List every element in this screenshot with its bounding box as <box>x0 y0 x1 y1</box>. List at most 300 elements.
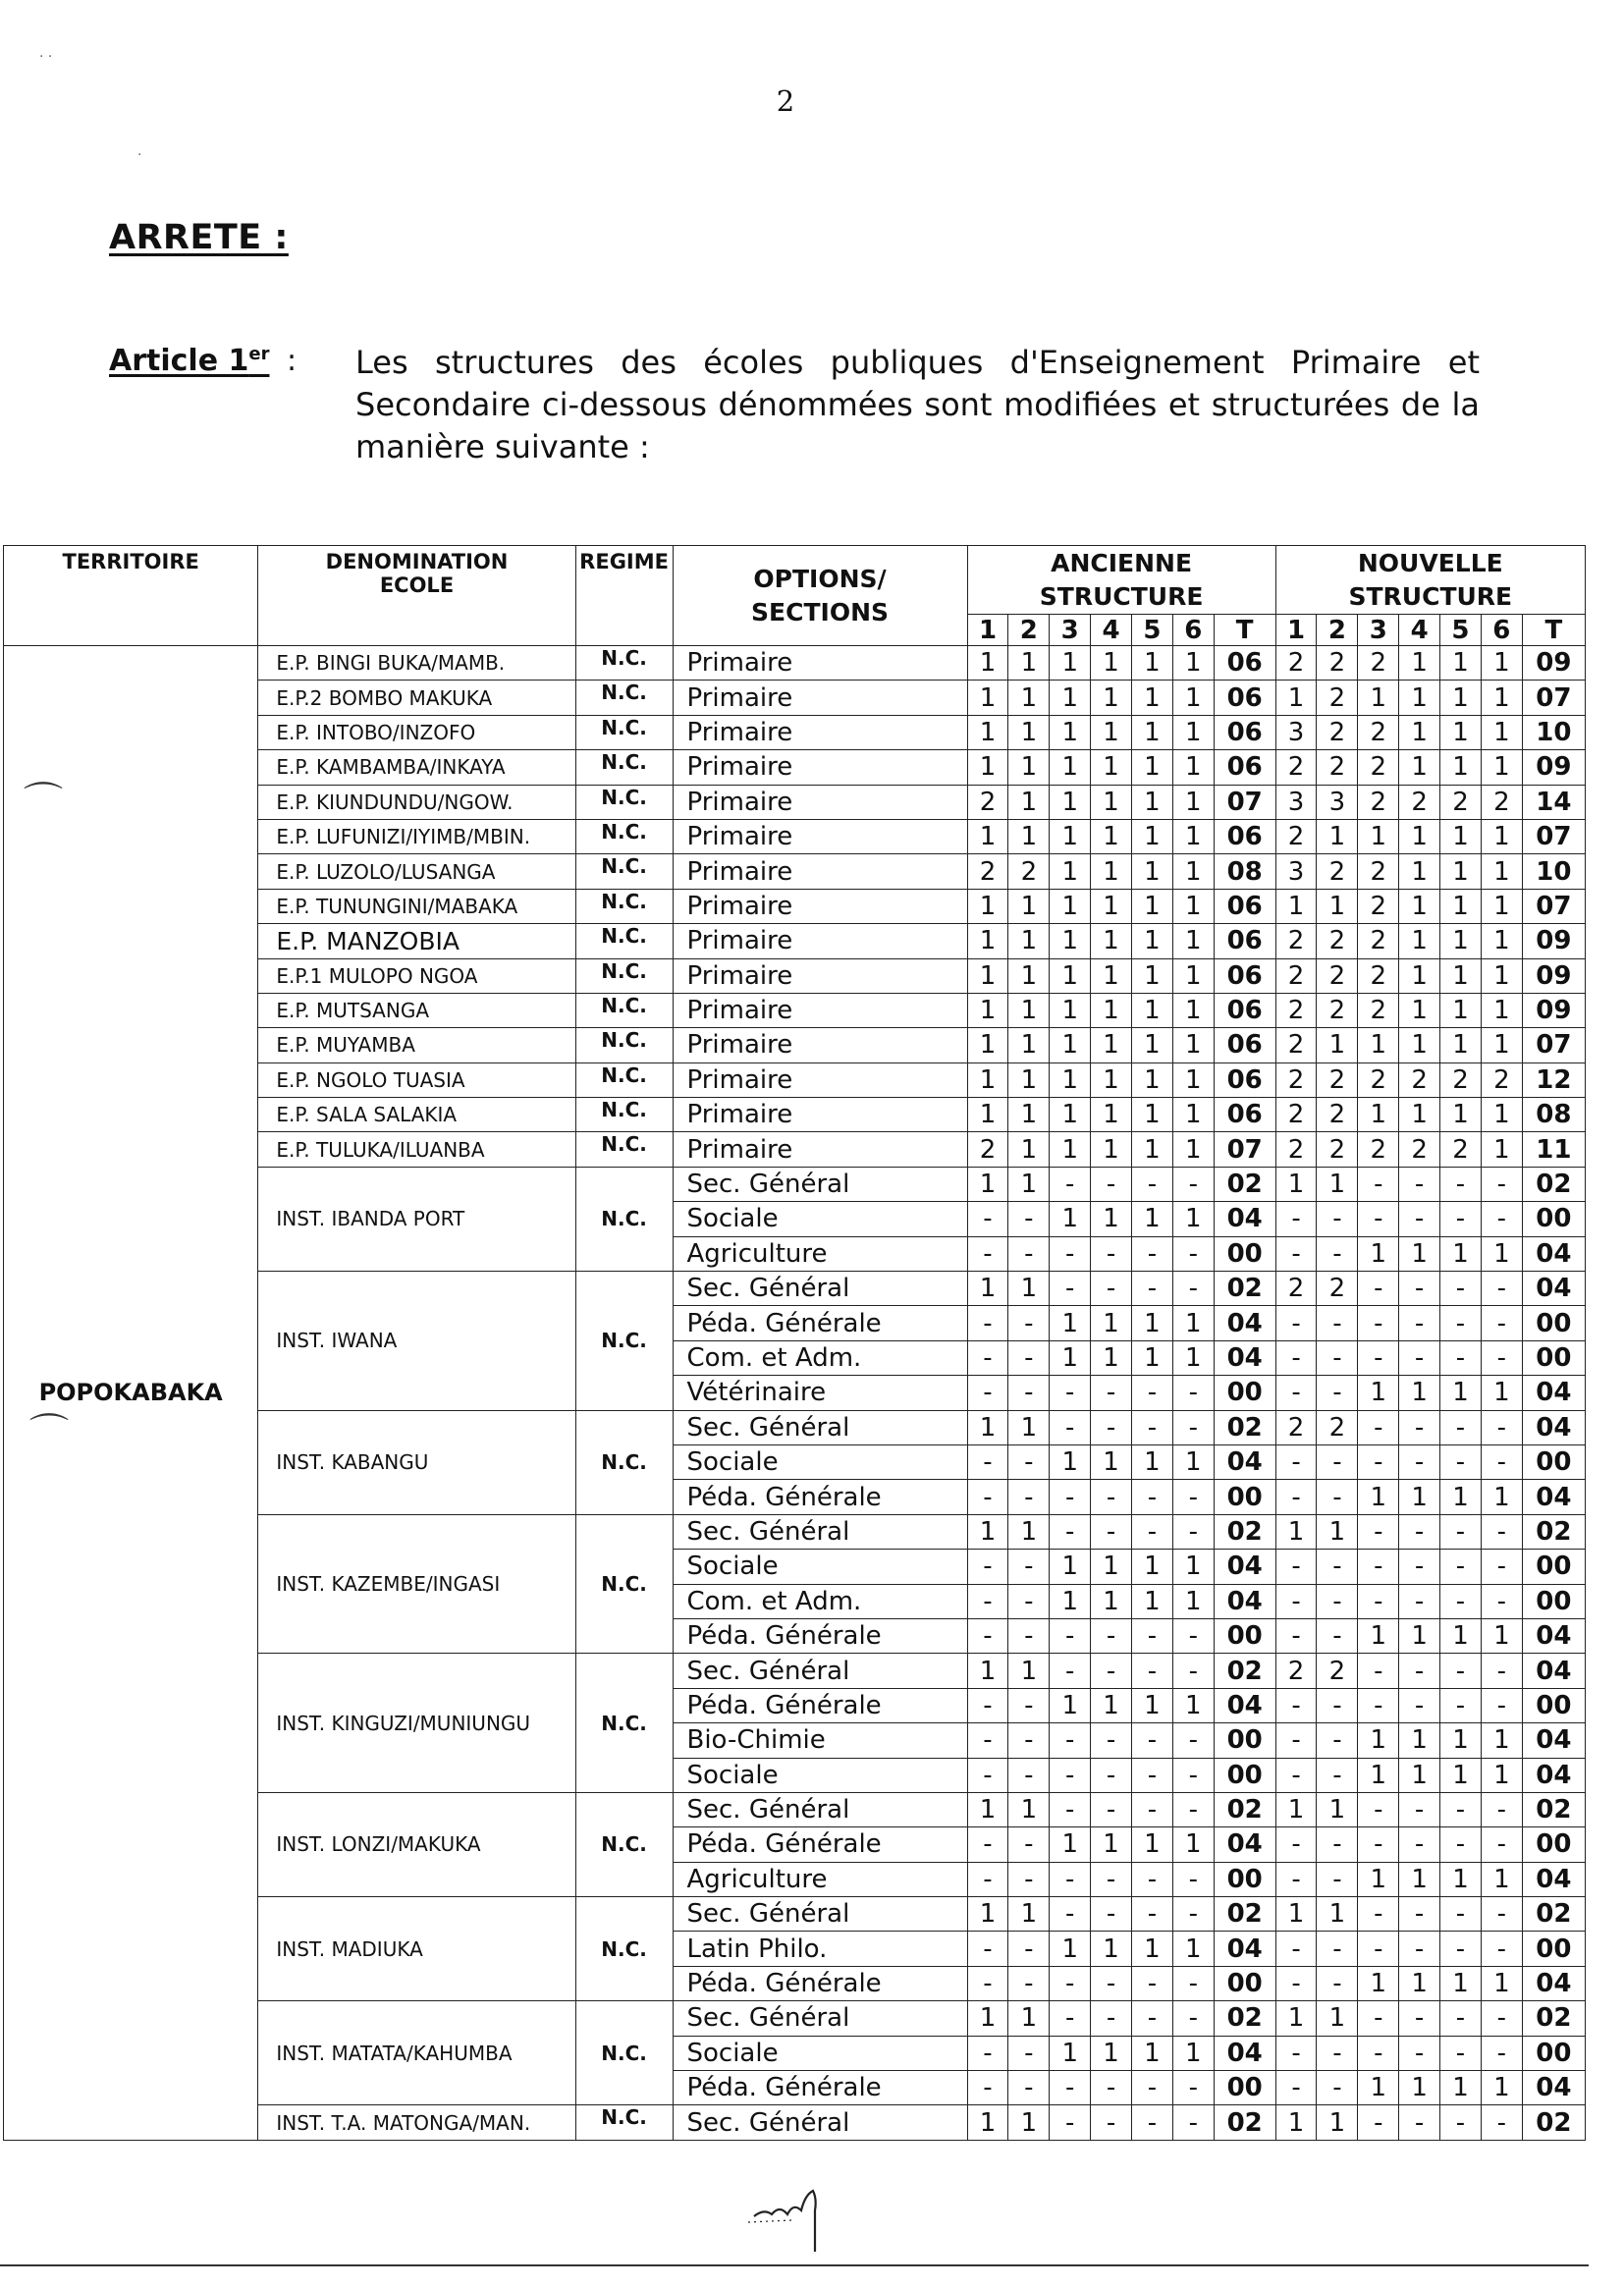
nouvelle-year-1: - <box>1275 1480 1317 1514</box>
ancienne-total: 00 <box>1214 1376 1275 1410</box>
ancienne-year-3: - <box>1050 1167 1091 1201</box>
article-label-text: Article 1 <box>109 344 249 378</box>
ancienne-year-5: 1 <box>1132 1062 1173 1097</box>
ancienne-year-4: 1 <box>1091 1132 1132 1167</box>
nouvelle-year-1: 2 <box>1275 1132 1317 1167</box>
scan-speck-2: · <box>137 147 142 163</box>
nouvelle-year-6: 1 <box>1481 1236 1522 1271</box>
nouvelle-year-4: 1 <box>1399 1028 1440 1062</box>
ancienne-year-6: 1 <box>1172 1098 1214 1132</box>
school-name: E.P. TUNUNGINI/MABAKA <box>258 889 575 923</box>
nouvelle-year-6: 2 <box>1481 785 1522 819</box>
nouvelle-year-3: 1 <box>1358 1098 1399 1132</box>
nouvelle-year-1: - <box>1275 1376 1317 1410</box>
ancienne-year-4: 1 <box>1091 854 1132 889</box>
ancienne-year-1: 1 <box>967 681 1008 715</box>
ancienne-total: 02 <box>1214 2001 1275 2036</box>
nouvelle-year-5: - <box>1440 1444 1482 1479</box>
nouvelle-year-2: - <box>1317 1236 1358 1271</box>
nouvelle-total: 04 <box>1522 1862 1585 1896</box>
school-regime: N.C. <box>575 1792 673 1896</box>
ancienne-year-5: - <box>1132 1480 1173 1514</box>
ancienne-year-2: 1 <box>1008 1132 1050 1167</box>
option-section: Primaire <box>673 715 967 749</box>
ancienne-year-1: - <box>967 1758 1008 1792</box>
ancienne-total: 00 <box>1214 1966 1275 2000</box>
header-denomination-line1: DENOMINATION <box>325 550 509 573</box>
nouvelle-year-4: - <box>1399 1167 1440 1201</box>
nouvelle-year-3: 1 <box>1358 2071 1399 2105</box>
nouvelle-total: 00 <box>1522 1688 1585 1722</box>
nouvelle-year-3: 2 <box>1358 1062 1399 1097</box>
ancienne-year-6: 1 <box>1172 1062 1214 1097</box>
ancienne-year-2: 1 <box>1008 1167 1050 1201</box>
nouvelle-total: 02 <box>1522 1897 1585 1932</box>
nouvelle-year-5: - <box>1440 1202 1482 1236</box>
ancienne-year-5: - <box>1132 1792 1173 1826</box>
nouvelle-year-3: - <box>1358 1654 1399 1688</box>
nouvelle-total: 00 <box>1522 1444 1585 1479</box>
nouvelle-total: 00 <box>1522 1550 1585 1584</box>
nouvelle-year-2: - <box>1317 1340 1358 1375</box>
school-name: INST. MATATA/KAHUMBA <box>258 2001 575 2105</box>
nouvelle-year-4: 2 <box>1399 785 1440 819</box>
option-section: Péda. Générale <box>673 1827 967 1862</box>
school-name: INST. KINGUZI/MUNIUNGU <box>258 1654 575 1793</box>
ancienne-total: 04 <box>1214 1340 1275 1375</box>
ancienne-year-6: - <box>1172 1966 1214 2000</box>
ancienne-year-4: - <box>1091 2105 1132 2140</box>
nouvelle-total: 00 <box>1522 1584 1585 1618</box>
nouvelle-year-5: - <box>1440 2036 1482 2070</box>
option-section: Bio-Chimie <box>673 1723 967 1758</box>
nouvelle-year-4: - <box>1399 1306 1440 1340</box>
nouvelle-total: 04 <box>1522 2071 1585 2105</box>
ancienne-year-2: 1 <box>1008 1098 1050 1132</box>
ancienne-year-4: 1 <box>1091 1028 1132 1062</box>
nouvelle-year-6: 2 <box>1481 1062 1522 1097</box>
ancienne-total: 00 <box>1214 1236 1275 1271</box>
nouvelle-year-4: - <box>1399 1932 1440 1966</box>
nouvelle-year-3: 1 <box>1358 681 1399 715</box>
nouvelle-year-4: 1 <box>1399 1480 1440 1514</box>
nouvelle-year-4: 1 <box>1399 924 1440 958</box>
nouvelle-total: 07 <box>1522 1028 1585 1062</box>
nouvelle-year-6: 1 <box>1481 646 1522 681</box>
option-section: Sec. Général <box>673 2105 967 2140</box>
ancienne-year-2: - <box>1008 1340 1050 1375</box>
option-section: Péda. Générale <box>673 1688 967 1722</box>
school-regime: N.C. <box>575 681 673 715</box>
ancienne-total: 02 <box>1214 1792 1275 1826</box>
ancienne-year-4: - <box>1091 1410 1132 1444</box>
ancienne-year-3: - <box>1050 2001 1091 2036</box>
nouvelle-year-3: 2 <box>1358 924 1399 958</box>
ancienne-year-5: 1 <box>1132 1444 1173 1479</box>
school-name: E.P. MANZOBIA <box>258 924 575 958</box>
school-name: INST. IBANDA PORT <box>258 1167 575 1271</box>
nouvelle-year-5: - <box>1440 1340 1482 1375</box>
nouvelle-year-2: 2 <box>1317 715 1358 749</box>
ancienne-year-4: 1 <box>1091 1340 1132 1375</box>
school-name: E.P. LUZOLO/LUSANGA <box>258 854 575 889</box>
ancienne-year-5: 1 <box>1132 1340 1173 1375</box>
nouvelle-year-6: - <box>1481 1688 1522 1722</box>
ancienne-year-3: 1 <box>1050 1132 1091 1167</box>
nouvelle-year-3: 1 <box>1358 1723 1399 1758</box>
ancienne-year-2: 1 <box>1008 924 1050 958</box>
nouvelle-year-4: 1 <box>1399 819 1440 853</box>
ancienne-year-1: - <box>967 1862 1008 1896</box>
ancienne-year-4: - <box>1091 1272 1132 1306</box>
nouvelle-year-1: 1 <box>1275 1167 1317 1201</box>
nouvelle-year-5: - <box>1440 1932 1482 1966</box>
nouvelle-year-6: 1 <box>1481 1098 1522 1132</box>
ancienne-year-1: 1 <box>967 1792 1008 1826</box>
ancienne-year-6: - <box>1172 1480 1214 1514</box>
nouvelle-year-5: - <box>1440 1792 1482 1826</box>
nouvelle-year-4: - <box>1399 1897 1440 1932</box>
nouvelle-total: 04 <box>1522 1618 1585 1653</box>
school-regime: N.C. <box>575 1167 673 1271</box>
ancienne-total: 04 <box>1214 1688 1275 1722</box>
ancienne-year-2: 1 <box>1008 1272 1050 1306</box>
nouvelle-year-4: - <box>1399 1550 1440 1584</box>
nouvelle-year-1: 1 <box>1275 1792 1317 1826</box>
ancienne-year-3: 1 <box>1050 1062 1091 1097</box>
ancienne-year-1: - <box>967 1340 1008 1375</box>
option-section: Primaire <box>673 854 967 889</box>
ancienne-year-5: 1 <box>1132 2036 1173 2070</box>
option-section: Primaire <box>673 1132 967 1167</box>
ancienne-year-2: 1 <box>1008 958 1050 993</box>
nouvelle-year-5: 1 <box>1440 993 1482 1027</box>
nouvelle-year-4: 1 <box>1399 1862 1440 1896</box>
nouvelle-year-5: 1 <box>1440 1862 1482 1896</box>
option-section: Primaire <box>673 889 967 923</box>
nouvelle-year-2: - <box>1317 1966 1358 2000</box>
nouvelle-year-1: 1 <box>1275 1514 1317 1549</box>
ancienne-total: 04 <box>1214 2036 1275 2070</box>
ancienne-year-3: 1 <box>1050 785 1091 819</box>
header-options-line2: SECTIONS <box>751 597 890 626</box>
nouvelle-year-3: - <box>1358 1340 1399 1375</box>
nouvelle-year-3: 2 <box>1358 993 1399 1027</box>
nouvelle-year-4: 1 <box>1399 681 1440 715</box>
ancienne-year-2: - <box>1008 1827 1050 1862</box>
ancienne-year-1: 1 <box>967 1897 1008 1932</box>
header-options <box>673 546 967 646</box>
ancienne-year-3: 1 <box>1050 1028 1091 1062</box>
nouvelle-year-1: - <box>1275 1236 1317 1271</box>
ancienne-year-3: - <box>1050 2071 1091 2105</box>
nouvelle-year-4: 1 <box>1399 1376 1440 1410</box>
header-ancienne-line1: ANCIENNE <box>1051 548 1193 577</box>
nouvelle-year-2: 2 <box>1317 646 1358 681</box>
nouvelle-year-6: 1 <box>1481 1618 1522 1653</box>
ancienne-year-3: - <box>1050 1966 1091 2000</box>
nouvelle-year-1: 2 <box>1275 1654 1317 1688</box>
nouvelle-total: 04 <box>1522 1654 1585 1688</box>
school-regime: N.C. <box>575 2001 673 2105</box>
nouvelle-year-4: 1 <box>1399 889 1440 923</box>
ancienne-year-2: - <box>1008 1584 1050 1618</box>
ancienne-year-5: 1 <box>1132 681 1173 715</box>
nouvelle-year-6: 1 <box>1481 1758 1522 1792</box>
header-sub-old-T: T <box>1214 615 1275 646</box>
nouvelle-year-1: 2 <box>1275 1272 1317 1306</box>
ancienne-year-5: - <box>1132 1376 1173 1410</box>
ancienne-year-1: 1 <box>967 889 1008 923</box>
ancienne-year-5: - <box>1132 1654 1173 1688</box>
ancienne-year-4: 1 <box>1091 1932 1132 1966</box>
header-sub-new-T: T <box>1522 615 1585 646</box>
nouvelle-year-2: - <box>1317 1202 1358 1236</box>
school-name: E.P.1 MULOPO NGOA <box>258 958 575 993</box>
ancienne-year-1: - <box>967 1480 1008 1514</box>
ancienne-year-2: 1 <box>1008 1028 1050 1062</box>
header-nouvelle-line2: STRUCTURE <box>1348 581 1513 611</box>
nouvelle-year-2: - <box>1317 1688 1358 1722</box>
ancienne-year-1: 1 <box>967 750 1008 785</box>
ancienne-year-6: 1 <box>1172 681 1214 715</box>
nouvelle-year-5: 1 <box>1440 1236 1482 1271</box>
nouvelle-year-2: - <box>1317 1618 1358 1653</box>
ancienne-year-6: - <box>1172 1897 1214 1932</box>
ancienne-year-6: - <box>1172 1758 1214 1792</box>
header-sub-old-3: 3 <box>1050 615 1091 646</box>
ancienne-year-6: 1 <box>1172 750 1214 785</box>
nouvelle-year-6: - <box>1481 1306 1522 1340</box>
option-section: Primaire <box>673 993 967 1027</box>
nouvelle-year-4: - <box>1399 1410 1440 1444</box>
nouvelle-year-5: 1 <box>1440 924 1482 958</box>
nouvelle-year-5: - <box>1440 1897 1482 1932</box>
ancienne-total: 07 <box>1214 1132 1275 1167</box>
article-text: Les structures des écoles publiques d'Enseignement Primaire et Secondaire ci-dessous dénommées sont modifiées et structurées de la manière suivante : <box>355 344 1480 465</box>
nouvelle-total: 04 <box>1522 1236 1585 1271</box>
nouvelle-year-5: 1 <box>1440 1480 1482 1514</box>
nouvelle-year-2: 2 <box>1317 958 1358 993</box>
nouvelle-year-3: 1 <box>1358 1618 1399 1653</box>
nouvelle-total: 00 <box>1522 1306 1585 1340</box>
nouvelle-year-6: - <box>1481 2036 1522 2070</box>
nouvelle-year-6: - <box>1481 1340 1522 1375</box>
ancienne-year-6: 1 <box>1172 889 1214 923</box>
territoire-cell: POPOKABAKA <box>4 646 258 2141</box>
ancienne-total: 04 <box>1214 1584 1275 1618</box>
school-regime: N.C. <box>575 1062 673 1097</box>
ancienne-year-1: 1 <box>967 715 1008 749</box>
header-ancienne-line2: STRUCTURE <box>1039 581 1204 611</box>
heading-arrete: ARRETE : <box>109 218 289 257</box>
nouvelle-year-2: - <box>1317 1758 1358 1792</box>
nouvelle-total: 02 <box>1522 1167 1585 1201</box>
ancienne-year-3: 1 <box>1050 819 1091 853</box>
ancienne-year-6: - <box>1172 1167 1214 1201</box>
nouvelle-year-3: - <box>1358 1932 1399 1966</box>
nouvelle-year-5: 1 <box>1440 819 1482 853</box>
ancienne-total: 04 <box>1214 1550 1275 1584</box>
ancienne-year-6: 1 <box>1172 1132 1214 1167</box>
nouvelle-year-3: - <box>1358 1167 1399 1201</box>
ancienne-year-4: 1 <box>1091 1550 1132 1584</box>
header-sub-old-4: 4 <box>1091 615 1132 646</box>
nouvelle-year-6: 1 <box>1481 750 1522 785</box>
ancienne-year-5: 1 <box>1132 1202 1173 1236</box>
nouvelle-year-6: 1 <box>1481 715 1522 749</box>
ancienne-year-2: - <box>1008 1202 1050 1236</box>
article-label-sup: er <box>248 344 270 364</box>
school-name: E.P. SALA SALAKIA <box>258 1098 575 1132</box>
ancienne-year-6: - <box>1172 1376 1214 1410</box>
nouvelle-year-2: 2 <box>1317 1272 1358 1306</box>
nouvelle-total: 02 <box>1522 2001 1585 2036</box>
nouvelle-year-2: 2 <box>1317 1654 1358 1688</box>
nouvelle-year-4: - <box>1399 2105 1440 2140</box>
ancienne-year-5: 1 <box>1132 1306 1173 1340</box>
ancienne-year-4: 1 <box>1091 819 1132 853</box>
nouvelle-year-6: - <box>1481 1444 1522 1479</box>
nouvelle-year-3: - <box>1358 1792 1399 1826</box>
ancienne-year-4: - <box>1091 1792 1132 1826</box>
nouvelle-year-2: 2 <box>1317 1098 1358 1132</box>
ancienne-year-1: 1 <box>967 924 1008 958</box>
ancienne-total: 06 <box>1214 924 1275 958</box>
nouvelle-year-3: - <box>1358 1688 1399 1722</box>
option-section: Sec. Général <box>673 1654 967 1688</box>
ancienne-year-5: 1 <box>1132 1932 1173 1966</box>
nouvelle-year-1: 2 <box>1275 1062 1317 1097</box>
ancienne-year-3: 1 <box>1050 715 1091 749</box>
ancienne-year-5: - <box>1132 1272 1173 1306</box>
nouvelle-year-3: - <box>1358 1897 1399 1932</box>
nouvelle-year-6: - <box>1481 1932 1522 1966</box>
ancienne-year-6: 1 <box>1172 854 1214 889</box>
nouvelle-year-4: 1 <box>1399 854 1440 889</box>
header-sub-old-5: 5 <box>1132 615 1173 646</box>
ancienne-year-1: 2 <box>967 854 1008 889</box>
ancienne-year-1: 1 <box>967 646 1008 681</box>
nouvelle-year-6: 1 <box>1481 993 1522 1027</box>
nouvelle-year-5: 1 <box>1440 681 1482 715</box>
header-regime: REGIME <box>575 546 673 646</box>
nouvelle-year-1: - <box>1275 1584 1317 1618</box>
ancienne-year-4: 1 <box>1091 1688 1132 1722</box>
nouvelle-total: 00 <box>1522 2036 1585 2070</box>
nouvelle-year-4: - <box>1399 1688 1440 1722</box>
nouvelle-total: 00 <box>1522 1202 1585 1236</box>
ancienne-total: 02 <box>1214 1654 1275 1688</box>
nouvelle-year-3: - <box>1358 2036 1399 2070</box>
ancienne-total: 04 <box>1214 1932 1275 1966</box>
ancienne-year-1: - <box>967 1827 1008 1862</box>
nouvelle-year-2: - <box>1317 1376 1358 1410</box>
nouvelle-year-4: 1 <box>1399 750 1440 785</box>
option-section: Sec. Général <box>673 1167 967 1201</box>
ancienne-year-6: - <box>1172 2105 1214 2140</box>
ancienne-year-1: - <box>967 1550 1008 1584</box>
nouvelle-year-5: - <box>1440 1167 1482 1201</box>
ancienne-year-5: - <box>1132 2105 1173 2140</box>
ancienne-year-2: 1 <box>1008 681 1050 715</box>
ancienne-year-4: - <box>1091 1862 1132 1896</box>
nouvelle-year-6: - <box>1481 1584 1522 1618</box>
ancienne-total: 02 <box>1214 2105 1275 2140</box>
ancienne-year-5: - <box>1132 1167 1173 1201</box>
nouvelle-year-4: 1 <box>1399 1098 1440 1132</box>
nouvelle-year-5: 1 <box>1440 854 1482 889</box>
school-regime: N.C. <box>575 1272 673 1411</box>
ancienne-total: 00 <box>1214 1480 1275 1514</box>
nouvelle-year-3: 1 <box>1358 1758 1399 1792</box>
ancienne-year-6: 1 <box>1172 646 1214 681</box>
ancienne-year-3: - <box>1050 1654 1091 1688</box>
nouvelle-year-5: 1 <box>1440 750 1482 785</box>
table-header <box>4 546 1586 646</box>
nouvelle-year-3: 1 <box>1358 1480 1399 1514</box>
ancienne-year-3: 1 <box>1050 750 1091 785</box>
ancienne-year-3: 1 <box>1050 854 1091 889</box>
school-name: E.P. MUYAMBA <box>258 1028 575 1062</box>
ancienne-year-5: - <box>1132 1862 1173 1896</box>
nouvelle-year-5: - <box>1440 1514 1482 1549</box>
ancienne-year-3: 1 <box>1050 681 1091 715</box>
school-regime: N.C. <box>575 1654 673 1793</box>
option-section: Péda. Générale <box>673 1618 967 1653</box>
nouvelle-year-5: 1 <box>1440 715 1482 749</box>
option-section: Péda. Générale <box>673 1306 967 1340</box>
option-section: Sociale <box>673 1550 967 1584</box>
ancienne-year-6: - <box>1172 1792 1214 1826</box>
nouvelle-year-3: - <box>1358 1410 1399 1444</box>
nouvelle-year-5: - <box>1440 1584 1482 1618</box>
ancienne-year-5: - <box>1132 1758 1173 1792</box>
nouvelle-total: 04 <box>1522 1272 1585 1306</box>
nouvelle-year-4: 1 <box>1399 1758 1440 1792</box>
ancienne-year-6: 1 <box>1172 993 1214 1027</box>
ancienne-year-6: 1 <box>1172 785 1214 819</box>
school-name: E.P. MUTSANGA <box>258 993 575 1027</box>
nouvelle-year-5: 1 <box>1440 646 1482 681</box>
nouvelle-year-3: 2 <box>1358 750 1399 785</box>
ancienne-year-6: 1 <box>1172 1584 1214 1618</box>
nouvelle-year-1: 2 <box>1275 1098 1317 1132</box>
nouvelle-year-2: 2 <box>1317 854 1358 889</box>
nouvelle-year-1: - <box>1275 1550 1317 1584</box>
nouvelle-total: 02 <box>1522 2105 1585 2140</box>
nouvelle-year-6: 1 <box>1481 1723 1522 1758</box>
school-name: E.P.2 BOMBO MAKUKA <box>258 681 575 715</box>
nouvelle-total: 10 <box>1522 854 1585 889</box>
ancienne-year-4: - <box>1091 1514 1132 1549</box>
nouvelle-year-5: - <box>1440 1827 1482 1862</box>
ancienne-year-3: 1 <box>1050 958 1091 993</box>
ancienne-total: 04 <box>1214 1202 1275 1236</box>
nouvelle-year-1: 2 <box>1275 646 1317 681</box>
nouvelle-total: 12 <box>1522 1062 1585 1097</box>
option-section: Sociale <box>673 1202 967 1236</box>
ancienne-year-3: - <box>1050 1480 1091 1514</box>
nouvelle-year-6: 1 <box>1481 1966 1522 2000</box>
ancienne-year-1: 1 <box>967 993 1008 1027</box>
nouvelle-year-4: - <box>1399 1827 1440 1862</box>
ancienne-year-4: 1 <box>1091 785 1132 819</box>
nouvelle-year-2: - <box>1317 1862 1358 1896</box>
ancienne-year-6: - <box>1172 2001 1214 2036</box>
nouvelle-year-3: - <box>1358 1444 1399 1479</box>
nouvelle-year-2: - <box>1317 1827 1358 1862</box>
